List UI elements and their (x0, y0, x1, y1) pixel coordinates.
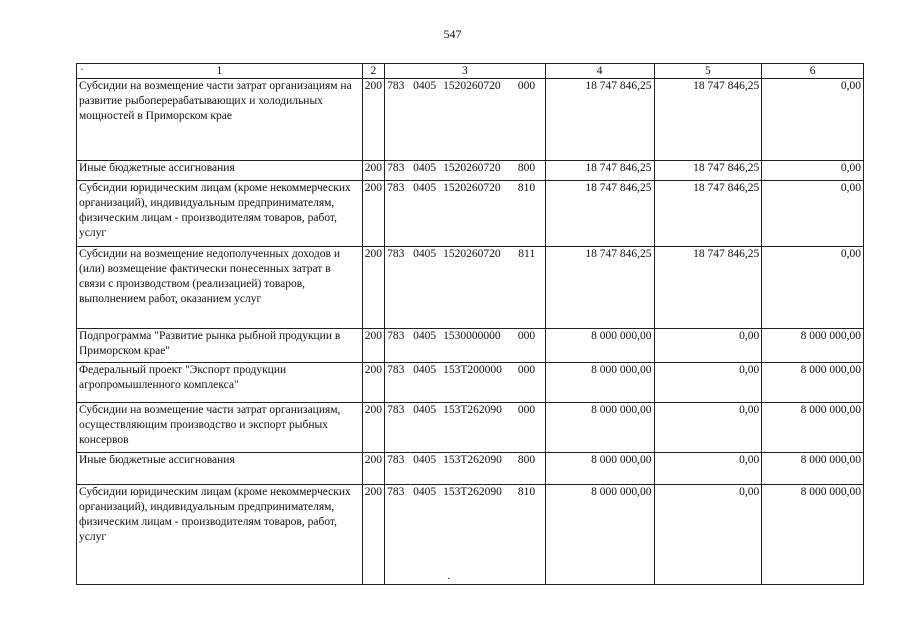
amount-col4: 18 747 846,25 (545, 79, 654, 161)
table-row (77, 181, 864, 247)
table-row (77, 403, 864, 453)
row-classification-code (385, 403, 546, 453)
row-classification-code (385, 329, 546, 363)
code-department: 783 (387, 162, 405, 174)
header-mark: · (80, 64, 84, 76)
amount-col6: 8 000 000,00 (762, 485, 864, 585)
amount-col6: 8 000 000,00 (762, 329, 864, 363)
column-header-2: 2 (362, 64, 384, 79)
code-expense-type: 000 (517, 80, 536, 92)
row-chapter: 200 (362, 79, 384, 161)
row-name: Субсидии юридическим лицам (кроме некоммерческих организаций), индивидуальным предпринимателям, физическим лицам - производителям товаров, работ, услуг (77, 485, 363, 585)
amount-col4: 8 000 000,00 (545, 329, 654, 363)
column-number-row (77, 64, 864, 79)
row-name: Иные бюджетные ассигнования (77, 453, 363, 485)
code-target-article: 1520260720 (443, 248, 501, 260)
amount-col5: 0,00 (654, 329, 762, 363)
amount-col4: 18 747 846,25 (545, 247, 654, 329)
table-row (77, 329, 864, 363)
table-row (77, 453, 864, 485)
row-name: Субсидии на возмещение части затрат организациям, осуществляющим производство и экспорт рыбных консервов (77, 403, 363, 453)
amount-col5: 18 747 846,25 (654, 161, 762, 181)
code-section: 0405 (413, 162, 437, 174)
code-section: 0405 (413, 330, 437, 342)
code-target-article: 153Т262090 (443, 454, 502, 466)
column-header-4: 4 (545, 64, 654, 79)
table-row (77, 247, 864, 329)
code-department: 783 (387, 330, 405, 342)
row-classification-code (385, 247, 546, 329)
budget-table (76, 63, 864, 585)
code-department: 783 (387, 486, 405, 498)
row-chapter: 200 (362, 485, 384, 585)
amount-col6: 0,00 (762, 247, 864, 329)
page-number: 547 (443, 27, 462, 41)
code-expense-type: 810 (517, 486, 536, 498)
code-expense-type: 800 (517, 162, 536, 174)
code-target-article: 1520260720 (443, 80, 501, 92)
row-name: Иные бюджетные ассигнования (77, 161, 363, 181)
code-department: 783 (387, 454, 405, 466)
code-expense-type: 000 (517, 330, 536, 342)
amount-col4: 18 747 846,25 (545, 161, 654, 181)
code-section: 0405 (413, 486, 437, 498)
row-classification-code (385, 453, 546, 485)
code-target-article: 1530000000 (443, 330, 501, 342)
code-department: 783 (387, 80, 405, 92)
amount-col6: 0,00 (762, 79, 864, 161)
code-expense-type: 000 (517, 404, 536, 416)
amount-col6: 8 000 000,00 (762, 363, 864, 403)
code-department: 783 (387, 364, 405, 376)
code-target-article: 153Т262090 (443, 486, 502, 498)
row-chapter: 200 (362, 403, 384, 453)
amount-col4: 8 000 000,00 (545, 363, 654, 403)
amount-col4: 8 000 000,00 (545, 485, 654, 585)
row-chapter: 200 (362, 363, 384, 403)
code-target-article: 1520260720 (443, 182, 501, 194)
amount-col4: 18 747 846,25 (545, 181, 654, 247)
row-name: Субсидии юридическим лицам (кроме некоммерческих организаций), индивидуальным предпринимателям, физическим лицам - производителям товаров, работ, услуг (77, 181, 363, 247)
amount-col5: 0,00 (654, 485, 762, 585)
row-name: Субсидии на возмещение части затрат организациям на развитие рыбоперерабатывающих и холодильных мощностей в Приморском крае (77, 79, 363, 161)
amount-col5: 0,00 (654, 453, 762, 485)
amount-col5: 0,00 (654, 363, 762, 403)
row-classification-code (385, 181, 546, 247)
stray-mark: · (447, 574, 451, 585)
amount-col6: 0,00 (762, 161, 864, 181)
table-row (77, 485, 864, 585)
code-expense-type: 810 (517, 182, 536, 194)
row-classification-code (385, 363, 546, 403)
code-section: 0405 (413, 182, 437, 194)
amount-col4: 8 000 000,00 (545, 403, 654, 453)
row-classification-code (385, 161, 546, 181)
column-header-5: 5 (654, 64, 762, 79)
code-section: 0405 (413, 404, 437, 416)
column-header-1: · 1 (77, 64, 363, 79)
row-chapter: 200 (362, 329, 384, 363)
code-section: 0405 (413, 80, 437, 92)
row-name: Федеральный проект "Экспорт продукции агропромышленного комплекса" (77, 363, 363, 403)
amount-col4: 8 000 000,00 (545, 453, 654, 485)
amount-col6: 8 000 000,00 (762, 453, 864, 485)
code-department: 783 (387, 182, 405, 194)
code-target-article: 153Т262090 (443, 404, 502, 416)
code-department: 783 (387, 404, 405, 416)
code-section: 0405 (413, 454, 437, 466)
code-expense-type: 000 (517, 364, 536, 376)
row-name: Субсидии на возмещение недополученных доходов и (или) возмещение фактически понесенных затрат в связи с производством (реализацией) товаров, выполнением работ, оказанием услуг (77, 247, 363, 329)
row-chapter: 200 (362, 181, 384, 247)
amount-col6: 8 000 000,00 (762, 403, 864, 453)
code-expense-type: 811 (518, 248, 536, 260)
amount-col5: 18 747 846,25 (654, 247, 762, 329)
amount-col5: 0,00 (654, 403, 762, 453)
code-expense-type: 800 (517, 454, 536, 466)
row-chapter: 200 (362, 161, 384, 181)
code-section: 0405 (413, 248, 437, 260)
amount-col6: 0,00 (762, 181, 864, 247)
table-row (77, 363, 864, 403)
code-target-article: 153Т200000 (443, 364, 502, 376)
row-chapter: 200 (362, 453, 384, 485)
amount-col5: 18 747 846,25 (654, 79, 762, 161)
row-chapter: 200 (362, 247, 384, 329)
code-section: 0405 (413, 364, 437, 376)
row-classification-code (385, 79, 546, 161)
row-name: Подпрограмма "Развитие рынка рыбной продукции в Приморском крае" (77, 329, 363, 363)
table-row (77, 161, 864, 181)
column-header-6: 6 (762, 64, 864, 79)
code-department: 783 (387, 248, 405, 260)
row-classification-code (385, 485, 546, 585)
table-row (77, 79, 864, 161)
amount-col5: 18 747 846,25 (654, 181, 762, 247)
code-target-article: 1520260720 (443, 162, 501, 174)
column-header-3: 3 (385, 64, 546, 79)
